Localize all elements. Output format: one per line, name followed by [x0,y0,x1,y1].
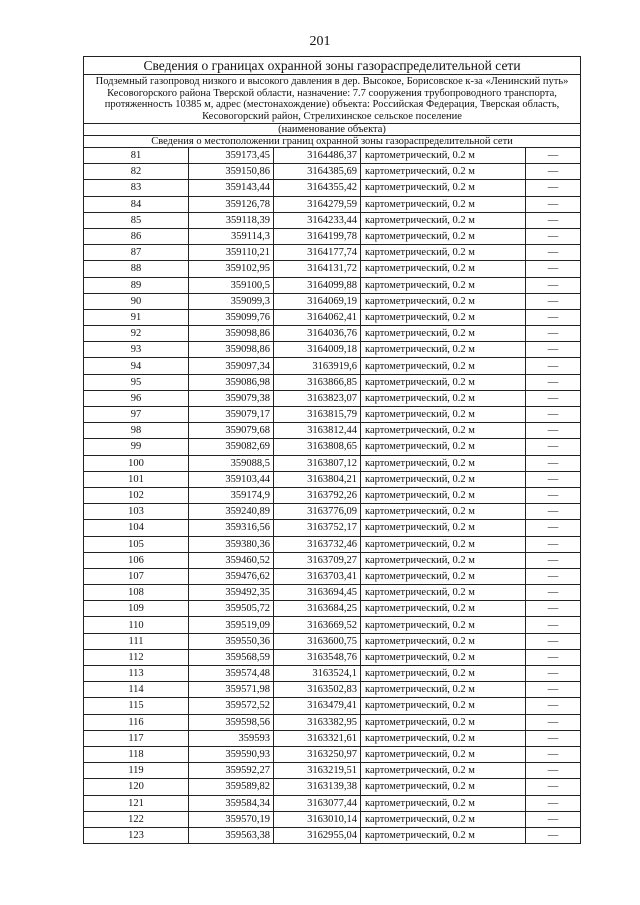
coord-x: 359099,3 [189,293,274,309]
page-number: 201 [309,34,331,49]
coord-y: 3163524,1 [274,666,361,682]
point-description: — [526,407,581,423]
coord-y: 3163479,41 [274,698,361,714]
coord-x: 359097,34 [189,358,274,374]
table-row [84,617,581,633]
coord-y: 3163502,83 [274,682,361,698]
section-header-row [84,136,581,148]
coord-y: 3163548,76 [274,649,361,665]
point-number: 85 [84,212,189,228]
point-description: — [526,277,581,293]
table-row [84,309,581,325]
point-description: — [526,666,581,682]
point-description: — [526,148,581,164]
point-number: 114 [84,682,189,698]
point-description: — [526,471,581,487]
table-row [84,504,581,520]
determination-method: картометрический, 0.2 м [361,180,526,196]
point-number: 108 [84,585,189,601]
point-description: — [526,682,581,698]
coord-x: 359143,44 [189,180,274,196]
point-number: 103 [84,504,189,520]
point-description: — [526,374,581,390]
coord-x: 359598,56 [189,714,274,730]
point-description: — [526,439,581,455]
point-description: — [526,536,581,552]
coord-y: 3163219,51 [274,763,361,779]
coord-x: 359568,59 [189,649,274,665]
point-number: 96 [84,390,189,406]
determination-method: картометрический, 0.2 м [361,439,526,455]
coord-y: 3163732,46 [274,536,361,552]
point-number: 106 [84,552,189,568]
point-number: 100 [84,455,189,471]
point-description: — [526,568,581,584]
table-row [84,261,581,277]
point-number: 118 [84,746,189,762]
determination-method: картометрический, 0.2 м [361,601,526,617]
coord-y: 3164009,18 [274,342,361,358]
determination-method: картометрический, 0.2 м [361,730,526,746]
table-row [84,633,581,649]
determination-method: картометрический, 0.2 м [361,228,526,244]
coord-x: 359574,48 [189,666,274,682]
table-row [84,487,581,503]
table-row [84,326,581,342]
coord-x: 359572,52 [189,698,274,714]
point-number: 123 [84,827,189,843]
point-number: 102 [84,487,189,503]
determination-method: картометрический, 0.2 м [361,795,526,811]
coord-y: 3163600,75 [274,633,361,649]
object-caption: (наименование объекта) [84,124,581,136]
point-description: — [526,698,581,714]
determination-method: картометрический, 0.2 м [361,277,526,293]
coord-y: 3164131,72 [274,261,361,277]
point-description: — [526,763,581,779]
coord-x: 359476,62 [189,568,274,584]
determination-method: картометрический, 0.2 м [361,164,526,180]
table-row [84,746,581,762]
determination-method: картометрический, 0.2 м [361,585,526,601]
coord-y: 3162955,04 [274,827,361,843]
table-row [84,293,581,309]
coord-y: 3163919,6 [274,358,361,374]
coord-y: 3163807,12 [274,455,361,471]
determination-method: картометрический, 0.2 м [361,617,526,633]
determination-method: картометрический, 0.2 м [361,455,526,471]
point-number: 110 [84,617,189,633]
point-number: 105 [84,536,189,552]
coord-y: 3164177,74 [274,245,361,261]
coord-y: 3163321,61 [274,730,361,746]
coord-y: 3163792,26 [274,487,361,503]
table-row [84,585,581,601]
coord-y: 3164036,76 [274,326,361,342]
point-number: 87 [84,245,189,261]
table-row [84,471,581,487]
coord-x: 359103,44 [189,471,274,487]
determination-method: картометрический, 0.2 м [361,342,526,358]
point-number: 101 [84,471,189,487]
point-description: — [526,228,581,244]
point-number: 119 [84,763,189,779]
point-number: 113 [84,666,189,682]
table-row [84,196,581,212]
table-row [84,164,581,180]
coord-x: 359316,56 [189,520,274,536]
table-row [84,245,581,261]
coord-x: 359563,38 [189,827,274,843]
coord-y: 3163010,14 [274,811,361,827]
coord-y: 3163815,79 [274,407,361,423]
point-number: 112 [84,649,189,665]
coord-y: 3164099,88 [274,277,361,293]
determination-method: картометрический, 0.2 м [361,326,526,342]
table-row [84,811,581,827]
determination-method: картометрический, 0.2 м [361,698,526,714]
table-row [84,212,581,228]
coord-x: 359550,36 [189,633,274,649]
point-description: — [526,552,581,568]
point-number: 92 [84,326,189,342]
determination-method: картометрический, 0.2 м [361,293,526,309]
determination-method: картометрический, 0.2 м [361,568,526,584]
coord-x: 359584,34 [189,795,274,811]
table-row [84,763,581,779]
point-number: 98 [84,423,189,439]
point-description: — [526,423,581,439]
coord-x: 359589,82 [189,779,274,795]
table-row [84,552,581,568]
determination-method: картометрический, 0.2 м [361,811,526,827]
coord-x: 359593 [189,730,274,746]
coord-y: 3163703,41 [274,568,361,584]
table-row [84,536,581,552]
coord-x: 359110,21 [189,245,274,261]
point-number: 81 [84,148,189,164]
determination-method: картометрический, 0.2 м [361,714,526,730]
point-number: 120 [84,779,189,795]
point-number: 95 [84,374,189,390]
boundary-table [83,56,581,844]
determination-method: картометрический, 0.2 м [361,504,526,520]
coord-x: 359102,95 [189,261,274,277]
coord-x: 359114,3 [189,228,274,244]
coord-y: 3164279,59 [274,196,361,212]
table-row [84,148,581,164]
coord-x: 359492,35 [189,585,274,601]
point-number: 93 [84,342,189,358]
coord-x: 359079,68 [189,423,274,439]
determination-method: картометрический, 0.2 м [361,666,526,682]
table-row [84,439,581,455]
table-row [84,390,581,406]
determination-method: картометрический, 0.2 м [361,374,526,390]
determination-method: картометрический, 0.2 м [361,520,526,536]
point-description: — [526,390,581,406]
point-description: — [526,649,581,665]
coord-x: 359592,27 [189,763,274,779]
determination-method: картометрический, 0.2 м [361,309,526,325]
coord-y: 3163808,65 [274,439,361,455]
point-description: — [526,730,581,746]
coord-y: 3163139,38 [274,779,361,795]
point-description: — [526,520,581,536]
point-description: — [526,633,581,649]
determination-method: картометрический, 0.2 м [361,633,526,649]
coord-y: 3163752,17 [274,520,361,536]
table-body [84,57,581,844]
table-row [84,601,581,617]
point-description: — [526,714,581,730]
coord-y: 3163709,27 [274,552,361,568]
determination-method: картометрический, 0.2 м [361,407,526,423]
table-row [84,520,581,536]
determination-method: картометрический, 0.2 м [361,471,526,487]
coord-y: 3163804,21 [274,471,361,487]
coord-y: 3164385,69 [274,164,361,180]
determination-method: картометрический, 0.2 м [361,536,526,552]
coord-y: 3163250,97 [274,746,361,762]
coord-x: 359098,86 [189,326,274,342]
table-row [84,374,581,390]
table-row [84,795,581,811]
determination-method: картометрический, 0.2 м [361,552,526,568]
table-row [84,407,581,423]
coord-y: 3164199,78 [274,228,361,244]
coord-y: 3164062,41 [274,309,361,325]
point-description: — [526,487,581,503]
point-description: — [526,779,581,795]
point-number: 97 [84,407,189,423]
point-number: 107 [84,568,189,584]
coord-y: 3164355,42 [274,180,361,196]
point-description: — [526,261,581,277]
coord-x: 359590,93 [189,746,274,762]
point-description: — [526,212,581,228]
determination-method: картометрический, 0.2 м [361,261,526,277]
coord-x: 359519,09 [189,617,274,633]
determination-method: картометрический, 0.2 м [361,746,526,762]
point-number: 109 [84,601,189,617]
coord-x: 359079,38 [189,390,274,406]
table-row [84,358,581,374]
coord-y: 3163077,44 [274,795,361,811]
coord-y: 3163823,07 [274,390,361,406]
point-description: — [526,309,581,325]
coord-x: 359088,5 [189,455,274,471]
coord-y: 3163382,95 [274,714,361,730]
coord-y: 3163776,09 [274,504,361,520]
point-description: — [526,196,581,212]
table-row [84,180,581,196]
point-number: 99 [84,439,189,455]
coord-y: 3164233,44 [274,212,361,228]
coord-x: 359099,76 [189,309,274,325]
point-number: 111 [84,633,189,649]
point-number: 115 [84,698,189,714]
coord-x: 359240,89 [189,504,274,520]
coord-x: 359460,52 [189,552,274,568]
point-number: 83 [84,180,189,196]
point-description: — [526,358,581,374]
object-description: Подземный газопровод низкого и высокого давления в дер. Высокое, Борисовское к-за «Ленинский путь» Кесовогорского района Тверской области, назначение: 7.7 сооружения трубопроводного транспорта, протяженность 10385 м, адрес (местонахождение) объекта: Российская Федерация, Тверская область, Кесовогорский район, Стрелихинское сельское поселение [84,75,581,124]
point-description: — [526,795,581,811]
table-row [84,455,581,471]
coord-y: 3163669,52 [274,617,361,633]
point-description: — [526,617,581,633]
point-number: 89 [84,277,189,293]
point-number: 122 [84,811,189,827]
point-number: 121 [84,795,189,811]
coord-x: 359079,17 [189,407,274,423]
determination-method: картометрический, 0.2 м [361,358,526,374]
section-header: Сведения о местоположении границ охранной зоны газораспределительной сети [84,136,581,148]
determination-method: картометрический, 0.2 м [361,763,526,779]
determination-method: картометрический, 0.2 м [361,827,526,843]
coord-y: 3164486,37 [274,148,361,164]
determination-method: картометрический, 0.2 м [361,148,526,164]
point-description: — [526,504,581,520]
determination-method: картометрический, 0.2 м [361,390,526,406]
title-row [84,57,581,75]
table-title: Сведения о границах охранной зоны газораспределительной сети [84,57,581,75]
coord-y: 3163812,44 [274,423,361,439]
point-number: 117 [84,730,189,746]
point-description: — [526,746,581,762]
point-number: 94 [84,358,189,374]
table-row [84,714,581,730]
coord-y: 3163684,25 [274,601,361,617]
coord-x: 359173,45 [189,148,274,164]
table-row [84,568,581,584]
determination-method: картометрический, 0.2 м [361,245,526,261]
point-description: — [526,293,581,309]
point-number: 91 [84,309,189,325]
point-description: — [526,245,581,261]
point-number: 90 [84,293,189,309]
coord-x: 359118,39 [189,212,274,228]
determination-method: картометрический, 0.2 м [361,649,526,665]
point-description: — [526,326,581,342]
point-description: — [526,164,581,180]
determination-method: картометрический, 0.2 м [361,212,526,228]
coord-y: 3163866,85 [274,374,361,390]
caption-row [84,124,581,136]
coord-x: 359086,98 [189,374,274,390]
coord-x: 359098,86 [189,342,274,358]
coord-x: 359126,78 [189,196,274,212]
point-number: 84 [84,196,189,212]
coord-x: 359380,36 [189,536,274,552]
coord-y: 3164069,19 [274,293,361,309]
point-description: — [526,342,581,358]
coord-x: 359150,86 [189,164,274,180]
point-number: 88 [84,261,189,277]
determination-method: картометрический, 0.2 м [361,487,526,503]
point-description: — [526,827,581,843]
table-row [84,649,581,665]
table-row [84,698,581,714]
coord-x: 359174,9 [189,487,274,503]
coord-x: 359100,5 [189,277,274,293]
table-row [84,730,581,746]
point-description: — [526,180,581,196]
table-row [84,342,581,358]
table-row [84,666,581,682]
description-row [84,75,581,124]
determination-method: картометрический, 0.2 м [361,682,526,698]
table-row [84,827,581,843]
coord-x: 359082,69 [189,439,274,455]
table-row [84,423,581,439]
point-description: — [526,585,581,601]
determination-method: картометрический, 0.2 м [361,196,526,212]
point-description: — [526,811,581,827]
determination-method: картометрический, 0.2 м [361,779,526,795]
point-description: — [526,601,581,617]
coord-x: 359570,19 [189,811,274,827]
point-description: — [526,455,581,471]
coord-y: 3163694,45 [274,585,361,601]
point-number: 82 [84,164,189,180]
coord-x: 359571,98 [189,682,274,698]
determination-method: картометрический, 0.2 м [361,423,526,439]
point-number: 86 [84,228,189,244]
point-number: 104 [84,520,189,536]
coord-x: 359505,72 [189,601,274,617]
table-row [84,682,581,698]
table-row [84,277,581,293]
table-row [84,228,581,244]
table-row [84,779,581,795]
point-number: 116 [84,714,189,730]
